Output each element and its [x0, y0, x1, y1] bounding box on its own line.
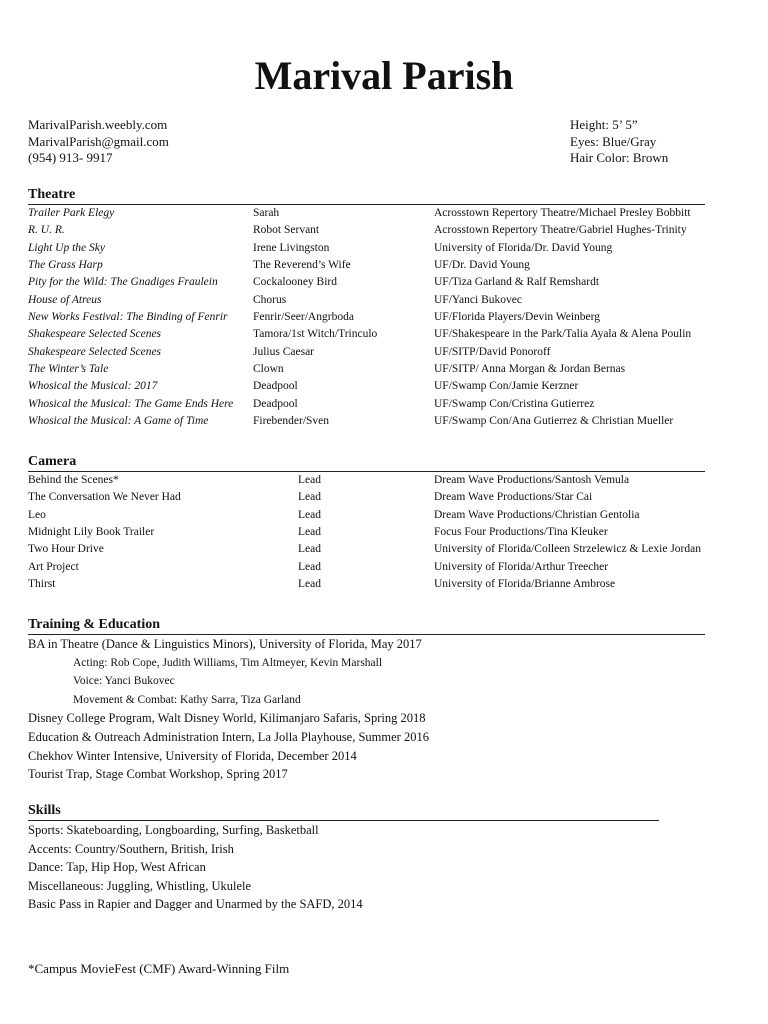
- theatre-row: [28, 292, 748, 309]
- credit-role: Deadpool: [253, 380, 298, 393]
- credit-title: New Works Festival: The Binding of Fenrir: [28, 311, 228, 324]
- credit-title: Light Up the Sky: [28, 241, 105, 254]
- credit-role: Irene Livingston: [253, 241, 330, 254]
- credit-role: Julius Caesar: [253, 345, 315, 358]
- credit-title: Thirst: [28, 578, 56, 591]
- movement-teachers-line: Movement & Combat: Kathy Sarra, Tiza Garland: [73, 693, 301, 706]
- stage-combat-workshop-line: Tourist Trap, Stage Combat Workshop, Spring 2017: [28, 767, 288, 782]
- credit-title: Leo: [28, 508, 46, 521]
- credit-title: Shakespeare Selected Scenes: [28, 328, 162, 341]
- theatre-row: [28, 396, 748, 413]
- stage-combat-certification-line: Basic Pass in Rapier and Dagger and Unarmed by the SAFD, 2014: [28, 897, 363, 912]
- skills-list: [28, 821, 363, 914]
- eyes-text: Eyes: Blue/Gray: [570, 133, 657, 149]
- credit-role: Lead: [298, 578, 321, 591]
- training-list: [28, 635, 429, 784]
- camera-list: [28, 472, 748, 593]
- credit-title: Behind the Scenes*: [28, 474, 119, 486]
- credit-role: Lead: [298, 560, 321, 573]
- dance-skills-line: Dance: Tap, Hip Hop, West African: [28, 860, 206, 875]
- theatre-row: [28, 257, 748, 274]
- camera-row: [28, 524, 748, 541]
- credit-title: Art Project: [28, 560, 79, 573]
- acting-teachers-line: Acting: Rob Cope, Judith Williams, Tim Altmeyer, Kevin Marshall: [73, 656, 383, 669]
- theatre-row: [28, 274, 748, 291]
- theatre-row: [28, 309, 748, 326]
- credit-company: University of Florida/Colleen Strzelewicz & Lexie Jordan: [434, 543, 701, 556]
- misc-skills-line: Miscellaneous: Juggling, Whistling, Ukulele: [28, 878, 252, 893]
- credit-title: Shakespeare Selected Scenes: [28, 345, 162, 358]
- camera-row: [28, 576, 748, 593]
- theatre-row: [28, 413, 748, 430]
- credit-company: UF/Florida Players/Devin Weinberg: [434, 311, 601, 324]
- credit-title: The Grass Harp: [28, 259, 103, 272]
- credit-company: UF/Swamp Con/Jamie Kerzner: [434, 380, 579, 393]
- credit-title: The Conversation We Never Had: [28, 491, 181, 504]
- training-heading: Training & Education: [28, 617, 705, 635]
- chekhov-intensive-line: Chekhov Winter Intensive, University of Florida, December 2014: [28, 748, 357, 763]
- accents-skills-line: Accents: Country/Southern, British, Irish: [28, 841, 234, 856]
- credit-company: Acrosstown Repertory Theatre/Gabriel Hughes-Trinity: [434, 224, 687, 237]
- credit-company: Acrosstown Repertory Theatre/Michael Presley Bobbitt: [434, 207, 691, 219]
- credit-company: UF/SITP/ Anna Morgan & Jordan Bernas: [434, 363, 626, 376]
- credit-company: UF/Dr. David Young: [434, 259, 530, 272]
- credit-company: UF/Tiza Garland & Ralf Remshardt: [434, 276, 600, 289]
- credit-role: Lead: [298, 526, 321, 539]
- theatre-row: [28, 344, 748, 361]
- credit-title: R. U. R.: [28, 224, 65, 237]
- credit-title: Whosical the Musical: 2017: [28, 380, 158, 393]
- hair-text: Hair Color: Brown: [570, 150, 669, 165]
- theatre-row: [28, 378, 748, 395]
- disney-program-line: Disney College Program, Walt Disney World, Kilimanjaro Safaris, Spring 2018: [28, 711, 426, 726]
- credit-role: Lead: [298, 474, 321, 486]
- credit-role: Clown: [253, 363, 284, 376]
- credit-role: Deadpool: [253, 397, 298, 410]
- camera-heading: Camera: [28, 454, 705, 472]
- footnote: *Campus MovieFest (CMF) Award-Winning Film: [28, 961, 290, 976]
- credit-role: Lead: [298, 491, 321, 504]
- credit-title: Whosical the Musical: The Game Ends Here: [28, 397, 234, 410]
- credit-role: Tamora/1st Witch/Trinculo: [253, 328, 378, 341]
- contact-info: [28, 117, 169, 167]
- credit-company: UF/SITP/David Ponoroff: [434, 345, 551, 358]
- theatre-list: [28, 205, 748, 430]
- credit-company: University of Florida/Brianne Ambrose: [434, 578, 616, 591]
- credit-title: Pity for the Wild: The Gnadiges Fraulein: [28, 276, 218, 289]
- theatre-row: [28, 240, 748, 257]
- credit-title: The Winter’s Tale: [28, 363, 109, 376]
- credit-role: Robot Servant: [253, 224, 320, 237]
- credit-role: Cockalooney Bird: [253, 276, 337, 289]
- credit-company: Dream Wave Productions/Christian Gentolia: [434, 508, 640, 521]
- degree-line: BA in Theatre (Dance & Linguistics Minors), University of Florida, May 2017: [28, 637, 422, 651]
- credit-company: Dream Wave Productions/Star Cai: [434, 491, 593, 504]
- camera-row: [28, 541, 748, 558]
- internship-line: Education & Outreach Administration Intern, La Jolla Playhouse, Summer 2016: [28, 729, 429, 744]
- theatre-row: [28, 222, 748, 239]
- credit-title: Midnight Lily Book Trailer: [28, 526, 155, 539]
- website-text: MarivalParish.weebly.com: [28, 117, 168, 132]
- camera-row: [28, 472, 748, 489]
- credit-company: UF/Swamp Con/Cristina Gutierrez: [434, 397, 595, 410]
- credit-company: UF/Shakespeare in the Park/Talia Ayala & Alena Poulin: [434, 328, 692, 341]
- phone-text: (954) 913- 9917: [28, 150, 113, 165]
- theatre-row: [28, 361, 748, 378]
- credit-role: Fenrir/Seer/Angrboda: [253, 311, 354, 324]
- credit-company: University of Florida/Dr. David Young: [434, 241, 613, 254]
- camera-row: [28, 489, 748, 506]
- theatre-row: [28, 205, 748, 222]
- credit-role: Lead: [298, 543, 321, 556]
- credit-company: Dream Wave Productions/Santosh Vemula: [434, 474, 630, 486]
- credit-role: Sarah: [253, 207, 280, 219]
- voice-teacher-line: Voice: Yanci Bukovec: [73, 675, 175, 688]
- theatre-row: [28, 326, 748, 343]
- credit-company: UF/Yanci Bukovec: [434, 293, 522, 306]
- theatre-heading: Theatre: [28, 187, 705, 205]
- credit-title: Whosical the Musical: A Game of Time: [28, 415, 209, 428]
- skills-heading: Skills: [28, 803, 659, 821]
- credit-role: Chorus: [253, 293, 287, 306]
- credit-role: The Reverend’s Wife: [253, 259, 351, 272]
- height-text: Height: 5’ 5”: [570, 117, 638, 132]
- credit-title: Two Hour Drive: [28, 543, 104, 556]
- credit-role: Lead: [298, 508, 321, 521]
- physical-stats: [570, 117, 668, 167]
- credit-title: House of Atreus: [28, 293, 102, 306]
- credit-company: UF/Swamp Con/Ana Gutierrez & Christian Mueller: [434, 415, 674, 428]
- sports-skills-line: Sports: Skateboarding, Longboarding, Surfing, Basketball: [28, 823, 319, 837]
- credit-role: Firebender/Sven: [253, 415, 330, 428]
- credit-company: Focus Four Productions/Tina Kleuker: [434, 526, 608, 539]
- email-text: MarivalParish@gmail.com: [28, 133, 169, 149]
- resume-name: Marival Parish: [254, 53, 514, 98]
- credit-company: University of Florida/Arthur Treecher: [434, 560, 609, 573]
- credit-title: Trailer Park Elegy: [28, 207, 115, 219]
- camera-row: [28, 507, 748, 524]
- camera-row: [28, 559, 748, 576]
